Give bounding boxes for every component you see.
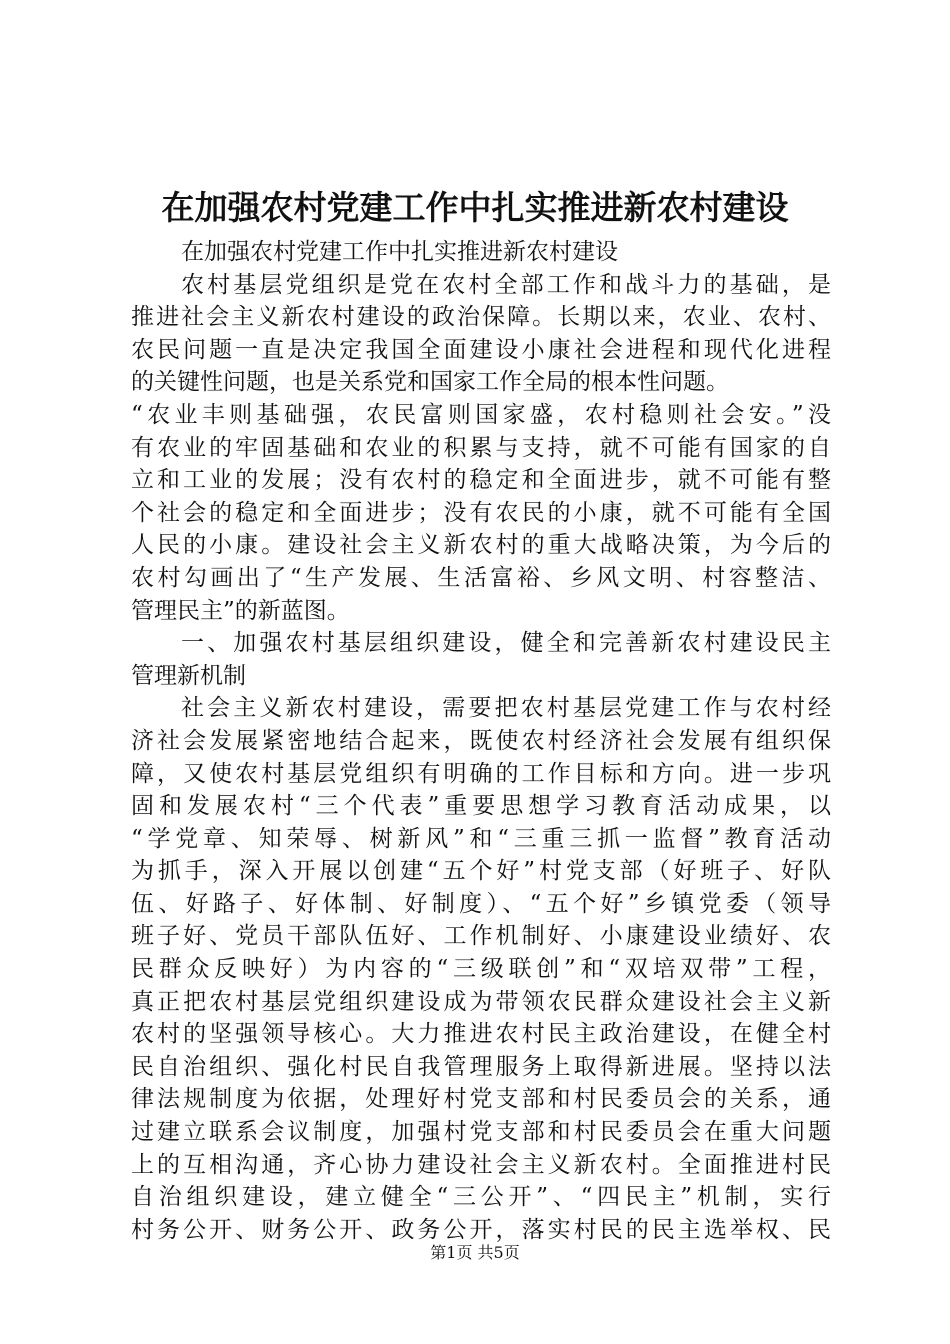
body-line: 为抓手，深入开展以创建“五个好”村党支部（好班子、好队 bbox=[131, 858, 831, 885]
body-line: 自治组织建设，建立健全“三公开”、“四民主”机制，实行 bbox=[131, 1184, 831, 1211]
body-line: “学党章、知荣辱、树新风”和“三重三抓一监督”教育活动 bbox=[131, 825, 831, 852]
body-line: 民自治组织、强化村民自我管理服务上取得新进展。坚持以法 bbox=[131, 1053, 831, 1080]
body-line: 人民的小康。建设社会主义新农村的重大战略决策，为今后的 bbox=[131, 532, 831, 559]
body-line: 农村基层党组织是党在农村全部工作和战斗力的基础，是 bbox=[181, 271, 831, 298]
document-body bbox=[131, 236, 831, 1246]
body-line: 过建立联系会议制度，加强村党支部和村民委员会在重大问题 bbox=[131, 1119, 831, 1146]
body-line: 律法规制度为依据，处理好村党支部和村民委员会的关系，通 bbox=[131, 1086, 831, 1113]
body-line: 的关键性问题，也是关系党和国家工作全局的根本性问题。 bbox=[131, 369, 729, 396]
body-line: 社会主义新农村建设，需要把农村基层党建工作与农村经 bbox=[181, 695, 831, 722]
body-line: 管理民主”的新蓝图。 bbox=[131, 597, 350, 624]
body-line: 村务公开、财务公开、政务公开，落实村民的民主选举权、民 bbox=[131, 1216, 831, 1243]
section-heading-line: 管理新机制 bbox=[131, 662, 246, 689]
body-line: 真正把农村基层党组织建设成为带领农民群众建设社会主义新 bbox=[131, 988, 831, 1015]
body-line: 伍、好路子、好体制、好制度）、“五个好”乡镇党委（领导 bbox=[131, 890, 831, 917]
body-line: 障，又使农村基层党组织有明确的工作目标和方向。进一步巩 bbox=[131, 760, 831, 787]
body-line: 班子好、党员干部队伍好、工作机制好、小康建设业绩好、农 bbox=[131, 923, 831, 950]
body-line: 农村的坚强领导核心。大力推进农村民主政治建设，在健全村 bbox=[131, 1021, 831, 1048]
body-line: 民群众反映好）为内容的“三级联创”和“双培双带”工程， bbox=[131, 956, 831, 983]
body-line: 农村勾画出了“生产发展、生活富裕、乡风文明、村容整洁、 bbox=[131, 564, 831, 591]
body-line: 个社会的稳定和全面进步；没有农民的小康，就不可能有全国 bbox=[131, 499, 831, 526]
body-line: 济社会发展紧密地结合起来，既使农村经济社会发展有组织保 bbox=[131, 727, 831, 754]
body-line: 上的互相沟通，齐心协力建设社会主义新农村。全面推进村民 bbox=[131, 1151, 831, 1178]
section-heading-line: 一、加强农村基层组织建设，健全和完善新农村建设民主 bbox=[181, 630, 831, 657]
body-line: 农民问题一直是决定我国全面建设小康社会进程和现代化进程 bbox=[131, 336, 831, 363]
body-line: 在加强农村党建工作中扎实推进新农村建设 bbox=[181, 239, 618, 265]
body-line: 有农业的牢固基础和农业的积累与支持，就不可能有国家的自 bbox=[131, 434, 831, 461]
document-title: 在加强农村党建工作中扎实推进新农村建设 bbox=[161, 188, 789, 227]
body-line: 推进社会主义新农村建设的政治保障。长期以来，农业、农村、 bbox=[131, 304, 831, 331]
body-line: “农业丰则基础强，农民富则国家盛，农村稳则社会安。”没 bbox=[131, 401, 831, 428]
body-line: 立和工业的发展；没有农村的稳定和全面进步，就不可能有整 bbox=[131, 467, 831, 494]
page-number-footer: 第1页 共5页 bbox=[430, 1243, 520, 1262]
body-line: 固和发展农村“三个代表”重要思想学习教育活动成果，以 bbox=[131, 793, 831, 820]
